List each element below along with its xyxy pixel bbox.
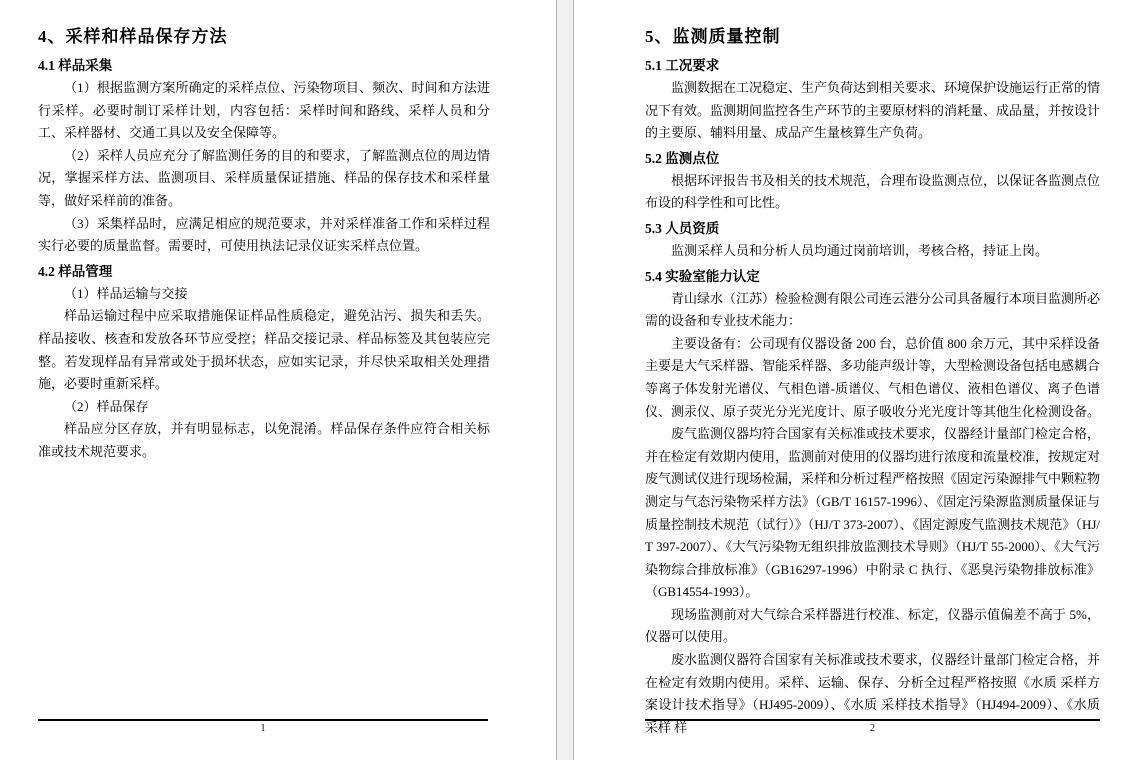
- chapter-heading-4: 4、采样和样品保存方法: [38, 27, 228, 46]
- page-2: [574, 0, 1125, 760]
- paragraph-working-conditions: 监测数据在工况稳定、生产负荷达到相关要求、环境保护设施运行正常的情况下有效。监测期间监控各生产环节的主要原材料的消耗量、成品量，并按设计的主要原、辅料用量、成品产生量核算生产负荷。: [645, 80, 1101, 141]
- section-heading-5-1: 5.1 工况要求: [645, 58, 720, 73]
- paragraph-gas-instruments: 废气监测仪器均符合国家有关标准或技术要求，仪器经计量部门检定合格，并在检定有效期内使用，监测前对使用的仪器均进行浓度和流量校准，按规定对废气测试仪进行现场检漏，采样和分析过程严格按照《固定污染源排气中颗粒物测定与气态污染物采样方法》（GB/T 16157-1996）、《固定污染源监测质量保证与质量控制技术规范（试行）》（HJ/T 373-2007）、《固定源废气监测技术规范》（HJ/T 397-2007）、《大气污染物无组织排放监测技术导则》（HJ/T 55-2000）、《大气污染物综合排放标准》（GB16297-1996）中附录 C 执行、《恶臭污染物排放标准》（GB14554-1993）。: [645, 426, 1101, 600]
- section-heading-5-3: 5.3 人员资质: [645, 220, 720, 236]
- paragraph-water-instruments: 废水监测仪器符合国家有关标准或技术要求，仪器经计量部门检定合格，并在检定有效期内使用。采样、运输、保存、分析全过程严格按照《水质 采样方案设计技术指导》（HJ495-2009）、《水质 采样技术指导》（HJ494-2009）、《水质采样 样: [645, 652, 1101, 735]
- page-number-2: 2: [870, 723, 875, 734]
- section-heading-5-4: 5.4 实验室能力认定: [645, 268, 760, 284]
- paragraph-lab-capability: 青山绿水（江苏）检验检测有限公司连云港分公司具备履行本项目监测所必需的设备和专业技术能力：: [645, 290, 1101, 329]
- chapter-heading-5: 5、监测质量控制: [645, 27, 781, 46]
- paragraph-equipment: 主要设备有：公司现有仪器设备 200 台，总价值 800 余万元，其中采样设备主要是大气采样器、智能采样器、多功能声级计等，大型检测设备包括电感耦合等离子体发射光谱仪、气相色谱-质谱仪、气相色谱仪、液相色谱仪、离子色谱仪、测汞仪、原子荧光分光光度计、原子吸收分光光度计等其他生化检测设备。: [645, 335, 1101, 419]
- paragraph-sampling-2: （2）采样人员应充分了解监测任务的目的和要求，了解监测点位的周边情况，掌握采样方法、监测项目、采样质量保证措施、样品的保存技术和采样量等，做好采样前的准备。: [38, 147, 490, 208]
- paragraph-personnel: 监测采样人员和分析人员均通过岗前培训，考核合格，持证上岗。: [671, 242, 1049, 258]
- page-1: [0, 0, 556, 760]
- page-number-1: 1: [260, 723, 266, 734]
- page-2-content: [645, 26, 1100, 739]
- page-1-footer: [38, 719, 488, 735]
- section-heading-4-1: 4.1 样品采集: [38, 58, 113, 73]
- paragraph-sampling-1: （1）根据监测方案所确定的采样点位、污染物项目、频次、时间和方法进行采样。必要时制订采样计划，内容包括：采样时间和路线、采样人员和分工、采样器材、交通工具以及安全保障等。: [38, 80, 490, 141]
- paragraph-storage-title: （2）样品保存: [64, 398, 149, 414]
- section-heading-4-2: 4.2 样品管理: [38, 263, 113, 279]
- paragraph-sampling-3: （3）采集样品时，应满足相应的规范要求，并对采样准备工作和采样过程实行必要的质量监督。需要时，可使用执法记录仪证实采样点位置。: [38, 215, 490, 254]
- page-2-footer: [645, 719, 1100, 735]
- paragraph-transport-body: 样品运输过程中应采取措施保证样品性质稳定，避免沾污、损失和丢失。样品接收、核查和发放各环节应受控；样品交接记录、样品标签及其包装应完整。若发现样品有异常或处于损坏状态，应如实记录，并尽快采取相关处理措施，必要时重新采样。: [38, 308, 490, 392]
- page-1-content: [38, 26, 490, 464]
- paragraph-storage-body: 样品应分区存放，并有明显标志，以免混淆。样品保存条件应符合相关标准或技术规范要求。: [38, 421, 490, 459]
- paragraph-monitoring-points: 根据环评报告书及相关的技术规范，合理布设监测点位，以保证各监测点位布设的科学性和可比性。: [645, 172, 1101, 211]
- paragraph-transport-title: （1）样品运输与交接: [64, 285, 188, 301]
- section-heading-5-2: 5.2 监测点位: [645, 150, 720, 166]
- page-gutter: [556, 0, 574, 760]
- paragraph-field-calibration: 现场监测前对大气综合采样器进行校准、标定，仪器示值偏差不高于 5%，仪器可以使用。: [645, 606, 1100, 645]
